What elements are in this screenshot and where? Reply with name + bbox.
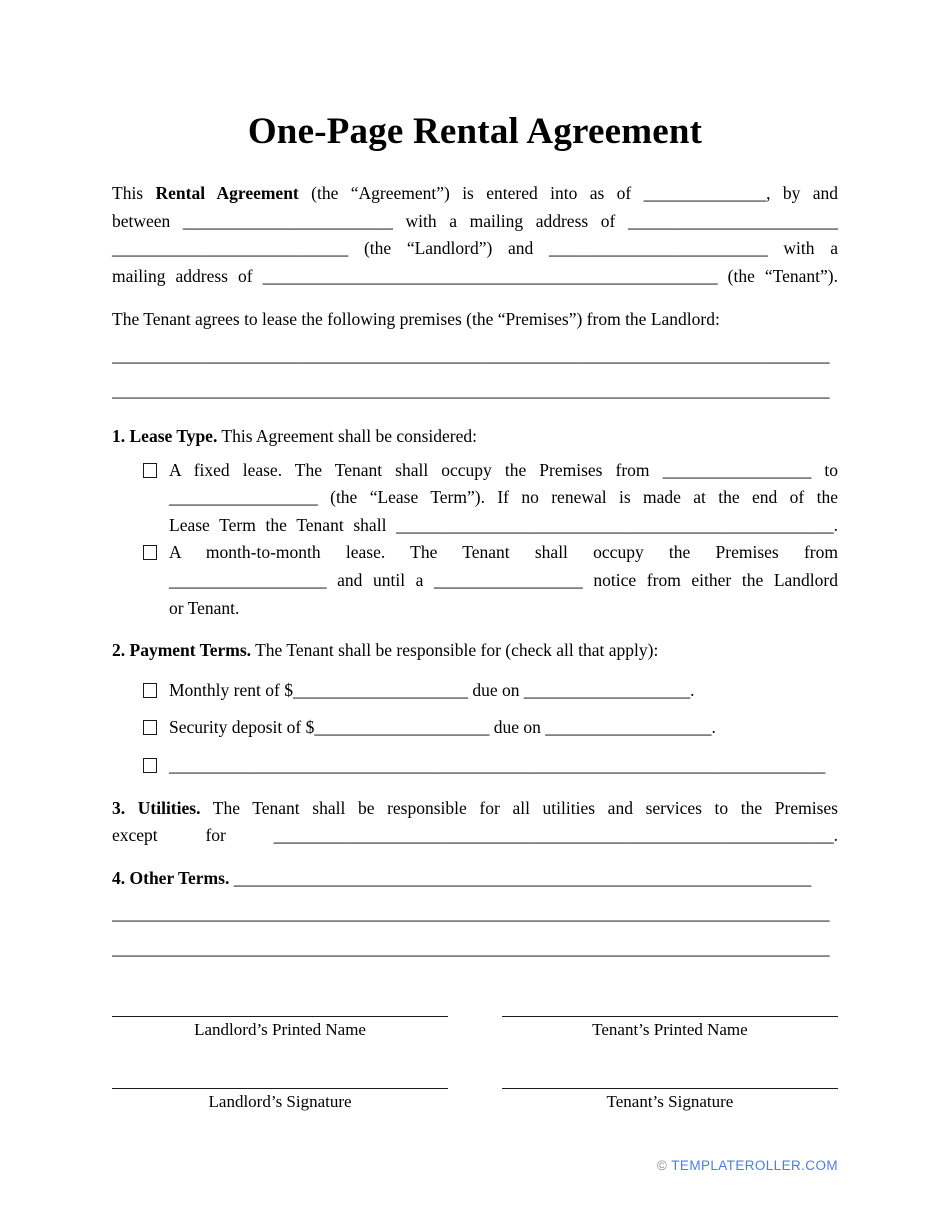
signature-block [112, 994, 838, 1112]
tenant-signature-label: Tenant’s Signature [606, 1092, 734, 1112]
tenant-printed-name-field [502, 994, 838, 1040]
templateroller-link[interactable]: TEMPLATEROLLER.COM [671, 1158, 838, 1173]
monthly-rent-checkbox [143, 683, 157, 698]
fixed-lease-line-2: _________________ (the “Lease Term”). If no renewal is made at the end of the [169, 487, 838, 508]
monthly-rent-text: Monthly rent of $____________________ due on ___________________. [169, 679, 695, 700]
printed-name-row [112, 994, 838, 1040]
premises-lead: The Tenant agrees to lease the following premises (the “Premises”) from the Landlord: [112, 309, 720, 330]
section-utilities [112, 795, 838, 850]
section3-heading-text: The Tenant shall be responsible for all utilities and services to the Premises [200, 797, 838, 818]
landlord-printed-name-field [112, 994, 448, 1040]
tenant-printed-name-label: Tenant’s Printed Name [592, 1020, 748, 1040]
section3-number-title: 3. Utilities. [112, 797, 201, 818]
month-to-month-line-2: __________________ and until a _________________ notice from either the Landlord [169, 569, 838, 590]
other-terms-blank-inline: __________________________________________________________________ [229, 867, 812, 888]
security-deposit-text: Security deposit of $____________________ due on ___________________. [169, 717, 716, 738]
intro-line-4: mailing address of ____________________________________________________ (the “Tenant”). [112, 265, 838, 286]
section-lease-type-heading [112, 423, 838, 451]
other-payment-blank: ___________________________________________________________________________ [169, 754, 826, 775]
payment-options [112, 677, 838, 780]
section2-heading-text: The Tenant shall be responsible for (check all that apply): [251, 640, 659, 661]
landlord-printed-name-label: Landlord’s Printed Name [194, 1020, 366, 1040]
section2-number-title: 2. Payment Terms. [112, 640, 252, 661]
security-deposit-checkbox [143, 720, 157, 735]
landlord-signature-label: Landlord’s Signature [208, 1092, 352, 1112]
section-other-terms [112, 865, 838, 967]
page-title: One-Page Rental Agreement [247, 111, 703, 152]
intro-paragraph [112, 180, 838, 290]
section1-heading-text: This Agreement shall be considered: [217, 425, 478, 446]
landlord-signature-line [112, 1066, 448, 1089]
tenant-signature-field [502, 1066, 838, 1112]
landlord-signature-field [112, 1066, 448, 1112]
security-deposit-option [112, 714, 838, 742]
intro-line-1-rest: (the “Agreement”) is entered into as of ______________, by and [298, 183, 838, 203]
intro-line-2: between ________________________ with a mailing address of ________________________ [112, 210, 838, 231]
premises-blank-line-1: __________________________________________________________________________________ [112, 344, 830, 365]
tenant-signature-line [502, 1066, 838, 1089]
fixed-lease-line-3: Lease Term the Tenant shall __________________________________________________. [169, 514, 838, 535]
section1-number-title: 1. Lease Type. [112, 425, 218, 446]
month-to-month-line-3: or Tenant. [169, 597, 240, 618]
tenant-printed-name-line [502, 994, 838, 1017]
fixed-lease-line-1: A fixed lease. The Tenant shall occupy the Premises from _________________ to [169, 459, 838, 480]
intro-line-1-pre: This [112, 183, 156, 203]
month-to-month-checkbox [143, 545, 157, 560]
month-to-month-line-1: A month-to-month lease. The Tenant shall occupy the Premises from [169, 542, 838, 563]
copyright-icon: © [656, 1158, 668, 1173]
intro-line-1-bold: Rental Agreement [155, 183, 299, 203]
fixed-lease-checkbox [143, 463, 157, 478]
utilities-line-1 [112, 795, 838, 823]
section-payment-terms-heading [112, 637, 838, 665]
signature-row [112, 1066, 838, 1112]
landlord-printed-name-line [112, 994, 448, 1017]
premises-paragraph [112, 306, 838, 408]
premises-blank-line-2: __________________________________________________________________________________ [112, 379, 830, 400]
fixed-lease-option [112, 457, 838, 540]
footer [657, 1158, 838, 1173]
monthly-rent-option [112, 677, 838, 705]
intro-line-3: ___________________________ (the “Landlord”) and _________________________ with a [112, 238, 838, 259]
other-terms-line-1 [112, 865, 838, 893]
lease-type-options [112, 457, 838, 623]
other-terms-blank-line-2: __________________________________________________________________________________ [112, 938, 830, 959]
other-payment-checkbox [143, 758, 157, 773]
month-to-month-option [112, 539, 838, 622]
intro-line-1 [112, 180, 838, 208]
utilities-line-2: except for ________________________________________________________________. [112, 825, 838, 846]
other-payment-option [112, 752, 838, 780]
other-terms-blank-line-1: __________________________________________________________________________________ [112, 903, 830, 924]
section4-number-title: 4. Other Terms. [112, 867, 230, 888]
